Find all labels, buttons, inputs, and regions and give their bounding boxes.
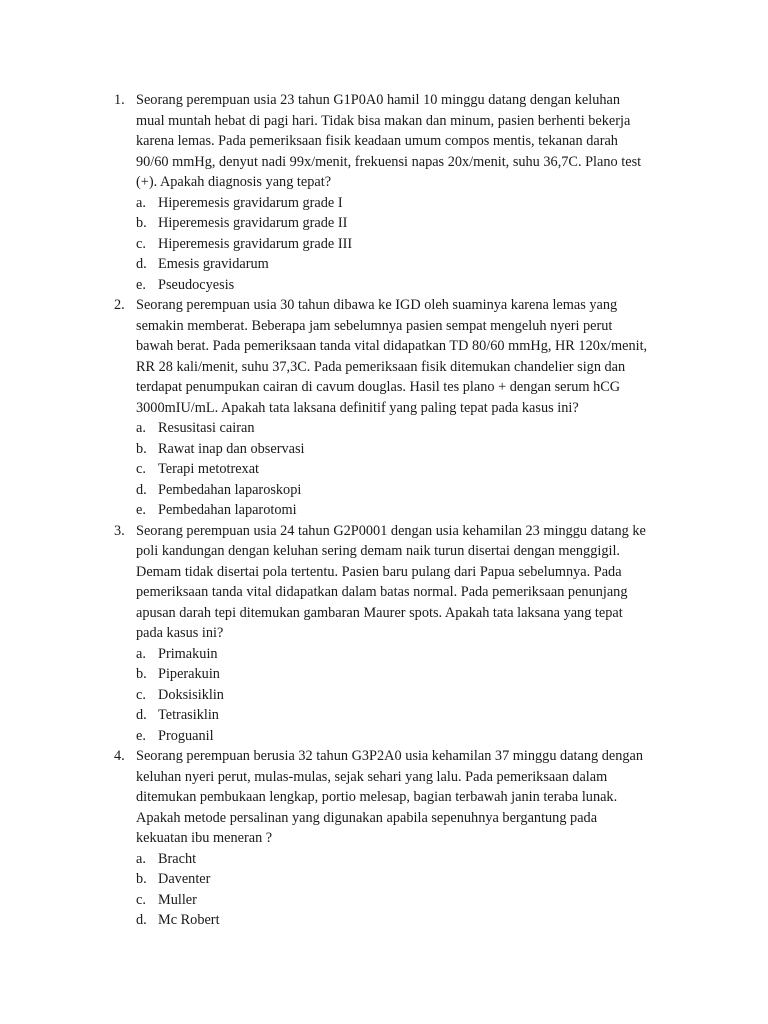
option-text: Emesis gravidarum <box>158 256 269 272</box>
question-text <box>136 521 678 644</box>
answer-option <box>136 439 678 460</box>
answer-option <box>136 705 678 726</box>
question-text-line: kekuatan ibu meneran ? <box>136 830 273 846</box>
question-number: 4. <box>114 748 125 764</box>
question-text-line: karena lemas. Pada pemeriksaan fisik keadaan umum compos mentis, tekanan darah <box>136 133 618 149</box>
answer-option <box>136 890 678 911</box>
option-text: Doksisiklin <box>158 686 224 703</box>
option-letter: d. <box>136 707 147 723</box>
question-text-line: 3000mIU/mL. Apakah tata laksana definitif yang paling tepat pada kasus ini? <box>136 399 579 416</box>
question-text-line: Demam tidak disertai pola tertentu. Pasien baru pulang dari Papua sebelumnya. Pada <box>136 563 622 580</box>
question-text <box>136 746 678 849</box>
option-text: Terapi metotrexat <box>158 461 260 477</box>
question-text <box>136 295 678 418</box>
option-letter: d. <box>136 481 147 498</box>
question-text-line: pemeriksaan tanda vital didapatkan dalam batas normal. Pada pemeriksaan penunjang <box>136 584 628 600</box>
answer-option <box>136 500 678 521</box>
option-letter: b. <box>136 215 147 231</box>
question-number: 1. <box>114 92 125 108</box>
option-text: Muller <box>158 891 197 908</box>
question-1 <box>0 90 678 295</box>
question-number: 3. <box>114 522 125 539</box>
option-letter: a. <box>136 420 146 436</box>
answer-option <box>136 193 678 214</box>
option-letter: b. <box>136 871 147 887</box>
answer-option <box>136 849 678 870</box>
answer-option <box>136 459 678 480</box>
question-text-line: Seorang perempuan berusia 32 tahun G3P2A0 usia kehamilan 37 minggu datang dengan <box>136 748 644 764</box>
document-page <box>0 90 768 931</box>
question-text-line: Seorang perempuan usia 24 tahun G2P0001 dengan usia kehamilan 23 minggu datang ke <box>136 522 646 539</box>
option-letter: b. <box>136 666 147 682</box>
question-text-line: ditemukan pembukaan lengkap, portio melesap, bagian terbawah janin teraba lunak. <box>136 789 618 805</box>
option-text: Mc Robert <box>158 912 220 928</box>
question-text-line: 90/60 mmHg, denyut nadi 99x/menit, frekuensi napas 20x/menit, suhu 36,7C. Plano test <box>136 153 642 170</box>
answer-options <box>136 193 678 296</box>
answer-option <box>136 685 678 706</box>
answer-option <box>136 418 678 439</box>
question-text-line: poli kandungan dengan keluhan sering demam naik turun disertai dengan menggigil. <box>136 543 620 559</box>
answer-option <box>136 275 678 296</box>
question-text-line: terdapat penumpukan cairan di cavum douglas. Hasil tes plano + dengan serum hCG <box>136 379 621 395</box>
question-text-line: semakin memberat. Beberapa jam sebelumnya pasien sempat mengeluh nyeri perut <box>136 317 613 334</box>
question-4 <box>0 746 678 931</box>
option-letter: c. <box>136 461 146 477</box>
option-text: Proguanil <box>158 727 214 744</box>
question-text-line: (+). Apakah diagnosis yang tepat? <box>136 174 332 190</box>
option-text: Pseudocyesis <box>158 276 235 293</box>
option-text: Resusitasi cairan <box>158 420 255 436</box>
option-letter: c. <box>136 235 146 252</box>
option-letter: e. <box>136 276 146 293</box>
option-text: Rawat inap dan observasi <box>158 440 305 457</box>
option-text: Bracht <box>158 850 197 867</box>
answer-option <box>136 480 678 501</box>
option-letter: a. <box>136 194 146 211</box>
question-text-line: keluhan nyeri perut, mulas-mulas, sejak sehari yang lalu. Pada pemeriksaan dalam <box>136 768 608 785</box>
option-text: Daventer <box>158 871 211 887</box>
question-text-line: RR 28 kali/menit, suhu 37,3C. Pada pemeriksaan fisik ditemukan chandelier sign dan <box>136 358 626 375</box>
answer-options <box>136 418 678 521</box>
answer-option <box>136 254 678 275</box>
option-text: Piperakuin <box>158 666 220 682</box>
question-text-line: Apakah metode persalinan yang digunakan apabila sepenuhnya bergantung pada <box>136 809 598 826</box>
option-letter: a. <box>136 850 146 867</box>
answer-options <box>136 644 678 747</box>
question-text-line: mual muntah hebat di pagi hari. Tidak bisa makan dan minum, pasien berhenti bekerja <box>136 112 631 129</box>
answer-option <box>136 664 678 685</box>
option-letter: a. <box>136 645 146 662</box>
question-text <box>136 90 678 193</box>
option-letter: d. <box>136 912 147 928</box>
option-letter: d. <box>136 256 147 272</box>
option-letter: e. <box>136 502 146 518</box>
question-number: 2. <box>114 297 125 313</box>
answer-option <box>136 234 678 255</box>
answer-option <box>136 644 678 665</box>
question-text-line: Seorang perempuan usia 30 tahun dibawa ke IGD oleh suaminya karena lemas yang <box>136 297 618 313</box>
option-text: Tetrasiklin <box>158 707 219 723</box>
option-letter: c. <box>136 891 146 908</box>
option-text: Primakuin <box>158 645 218 662</box>
option-text: Pembedahan laparotomi <box>158 502 297 518</box>
option-text: Hiperemesis gravidarum grade I <box>158 194 343 211</box>
question-3 <box>0 521 678 747</box>
question-text-line: pada kasus ini? <box>136 625 224 641</box>
question-text-line: bawah berat. Pada pemeriksaan tanda vital didapatkan TD 80/60 mmHg, HR 120x/menit, <box>136 338 648 354</box>
answer-option <box>136 213 678 234</box>
answer-option <box>136 910 678 931</box>
answer-options <box>136 849 678 931</box>
answer-option <box>136 726 678 747</box>
question-2 <box>0 295 678 521</box>
option-text: Hiperemesis gravidarum grade II <box>158 215 348 231</box>
option-letter: e. <box>136 727 146 744</box>
option-letter: c. <box>136 686 146 703</box>
question-text-line: apusan darah tepi ditemukan gambaran Maurer spots. Apakah tata laksana yang tepat <box>136 604 623 621</box>
option-text: Hiperemesis gravidarum grade III <box>158 235 353 252</box>
answer-option <box>136 869 678 890</box>
question-text-line: Seorang perempuan usia 23 tahun G1P0A0 hamil 10 minggu datang dengan keluhan <box>136 92 621 108</box>
option-letter: b. <box>136 440 147 457</box>
option-text: Pembedahan laparoskopi <box>158 481 302 498</box>
